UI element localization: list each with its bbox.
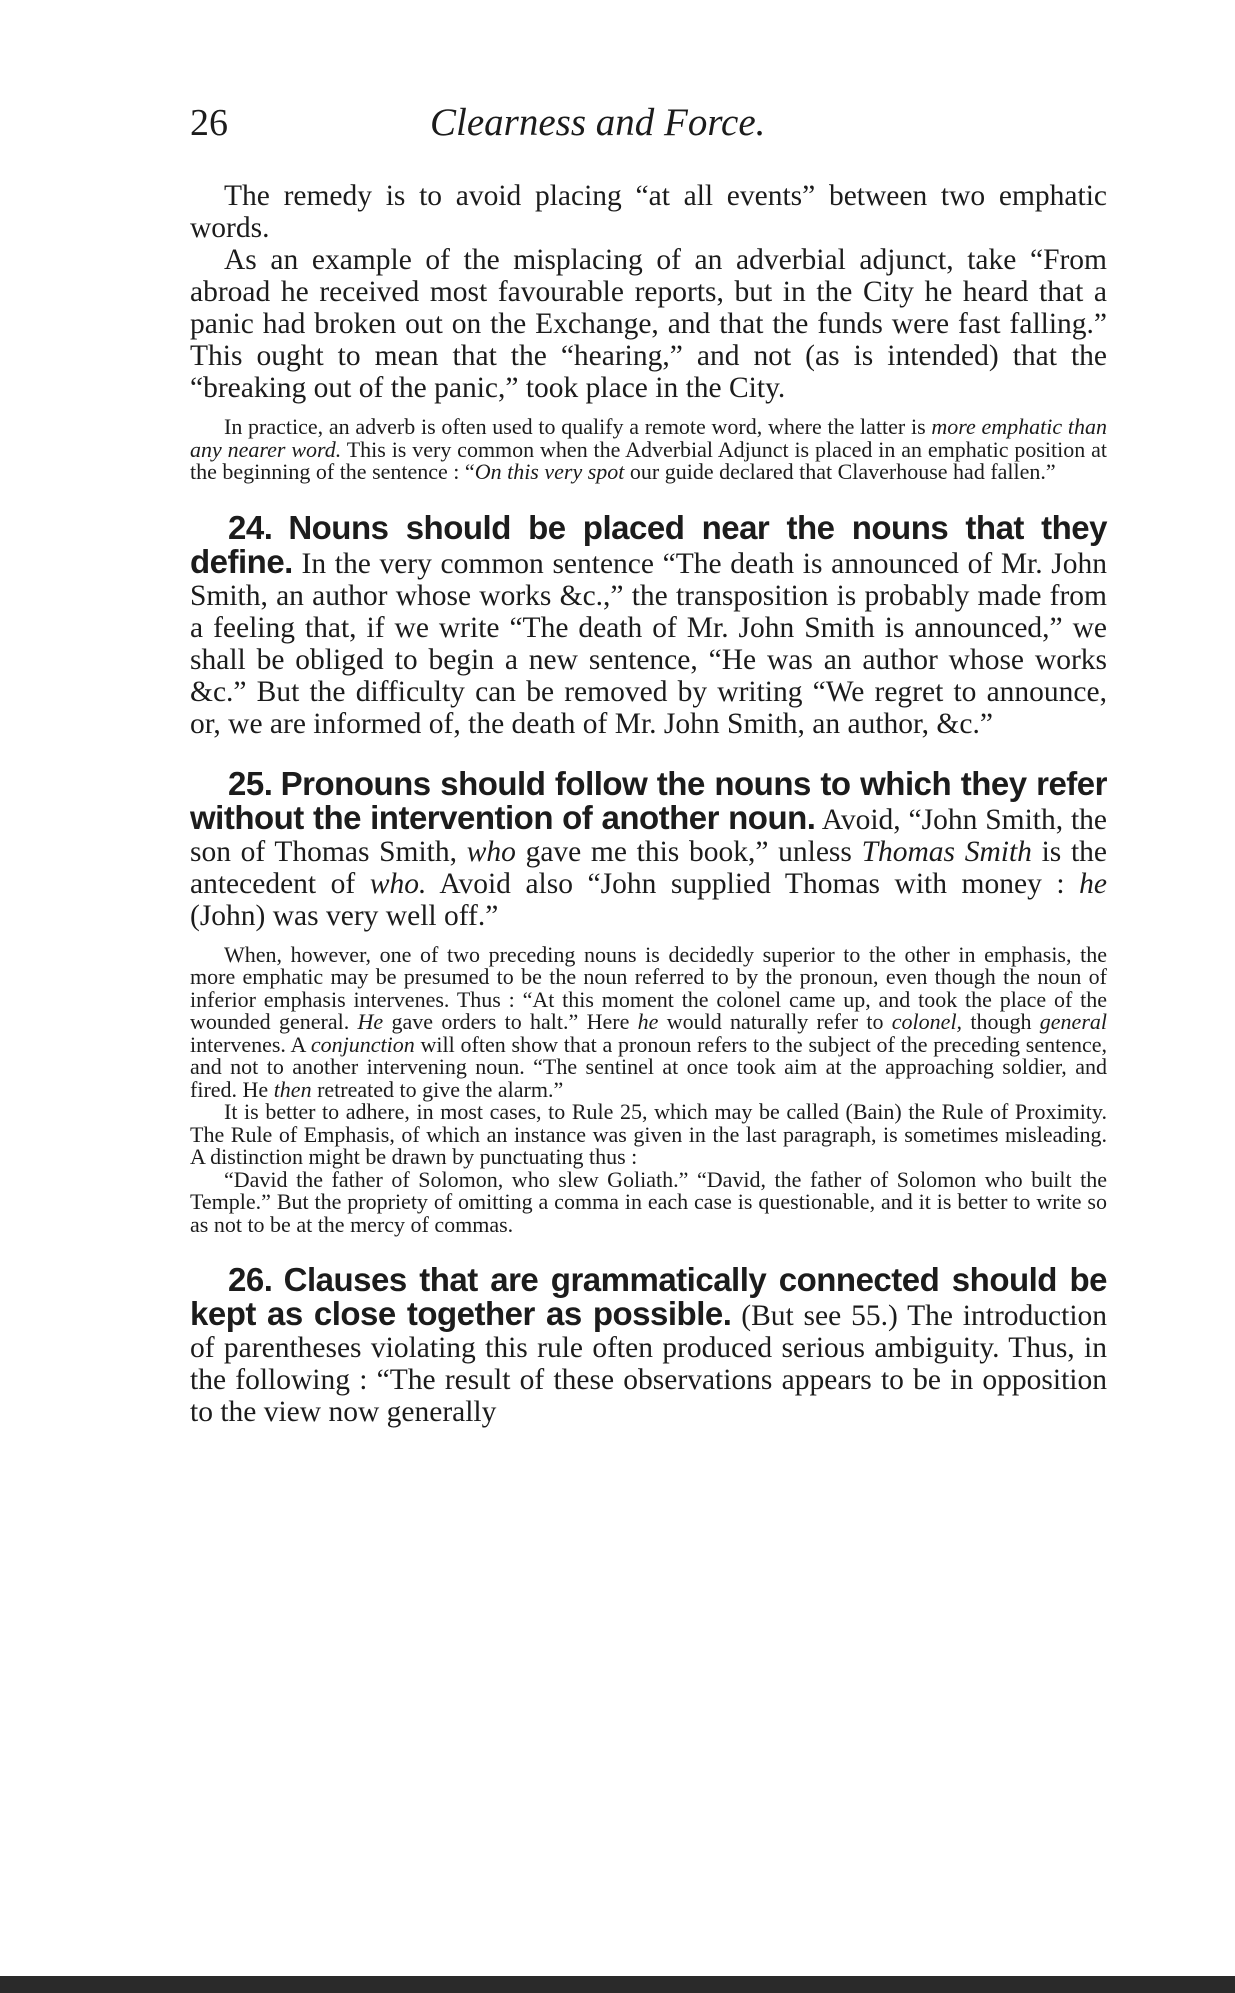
rule-25-number: 25. xyxy=(228,764,273,802)
rule-26-number: 26. xyxy=(228,1261,273,1298)
paragraph-adverbial-adjunct: As an example of the misplacing of an adverbial adjunct, take “From abroad he received most favourable reports, but in the City he heard that a panic had broken out on the Exchange, and that the funds were fast falling.” This ought to mean that the “hearing,” and not (as is intended) that the “breaking out of the panic,” took place in the City. xyxy=(190,244,1107,404)
rule-24-number: 24. xyxy=(228,508,273,546)
note-adverb-practice: In practice, an adverb is often used to qualify a remote word, where the latter is more emphatic than any nearer word. This is very common when the Adverbial Adjunct is placed in an emphatic position at the beginning of the sentence : “On this very spot our guide declared that Claverhouse had fallen.” xyxy=(190,414,1107,484)
rule-25: 25. Pronouns should follow the nouns to which they refer without the intervention of another noun. Avoid, “John Smith, the son of Thomas Smith, who gave me this book,” unless Thomas Smith is the antecedent of who. Avoid also “John supplied Thomas with money : he (John) was very well off.” xyxy=(190,764,1108,932)
rule-26 xyxy=(190,1261,1108,1428)
paragraph-remedy: The remedy is to avoid placing “at all events” between two emphatic words. xyxy=(190,180,1107,244)
rule-26-heading: Clauses that are grammatically connected should be kept as close together as possible. xyxy=(190,1261,1107,1332)
page-number: 26 xyxy=(190,102,228,144)
rule-24-body: In the very common sentence “The death is announced of Mr. John Smith, an author whose works &c.,” the transposition is probably made from a feeling that, if we write “The death of Mr. John Smith is announced,” we shall be obliged to begin a new sentence, “He was an author whose works &c.” But the difficulty can be removed by writing “We regret to announce, or, we are informed of, the death of Mr. John Smith, an author, &c.” xyxy=(190,547,1108,740)
rule-24 xyxy=(190,508,1108,740)
page-header xyxy=(190,100,1107,180)
rule-25-heading: Pronouns should follow the nouns to which they refer without the intervention of another noun. xyxy=(190,764,1107,836)
rule-24-heading: Nouns should be placed near the nouns that they define. xyxy=(190,508,1108,580)
rule-26-body: (But see 55.) The introduction of parentheses violating this rule often produced serious ambiguity. Thus, in the following : “The result of these observations appears to be in opposition to the view now generally xyxy=(190,1300,1108,1428)
page-bottom-edge xyxy=(0,1976,1235,1993)
note-david-example: “David the father of Solomon, who slew Goliath.” “David, the father of Solomon who built the Temple.” But the propriety of omitting a comma in each case is questionable, and it is better to write so as not to be at the mercy of commas. xyxy=(190,1166,1107,1237)
note-rule-of-proximity: It is better to adhere, in most cases, to Rule 25, which may be called (Bain) the Rule of Proximity. The Rule of Emphasis, of which an instance was given in the last paragraph, is sometimes misleading. A distinction might be drawn by punctuating thus : xyxy=(190,1099,1107,1169)
running-title: Clearness and Force. xyxy=(430,101,766,144)
note-emphasis-exception: When, however, one of two preceding nouns is decidedly superior to the other in emphasis, the more emphatic may be presumed to be the noun referred to by the pronoun, even though the noun of inferior emphasis intervenes. Thus : “At this moment the colonel came up, and took the place of the wounded general. He gave orders to halt.” Here he would naturally refer to colonel, though general intervenes. A conjunction will often show that a pronoun refers to the subject of the preceding sentence, and not to another intervening noun. “The sentinel at once took aim at the approaching soldier, and fired. He then retreated to give the alarm.” xyxy=(190,941,1107,1102)
